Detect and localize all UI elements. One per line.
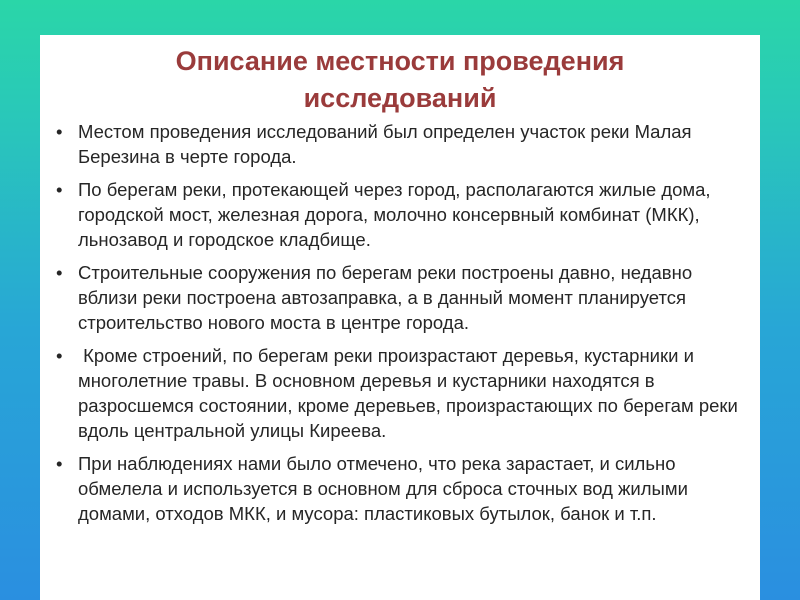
- slide-card: [40, 35, 760, 600]
- bullet-dot-icon: •: [56, 262, 63, 283]
- bullet-list: [54, 119, 744, 534]
- bullet-text: Строительные сооружения по берегам реки построены давно, недавно вблизи реки построена автозаправка, а в данный момент планируется строительство нового моста в центре города.: [78, 262, 698, 333]
- bullet-dot-icon: •: [56, 453, 63, 474]
- bullet-text: Местом проведения исследований был определен участок реки Малая Березина в черте города.: [78, 121, 697, 167]
- slide-title-line-2: исследований: [303, 83, 497, 113]
- slide-title: [40, 35, 760, 117]
- bullet-item: [54, 119, 744, 169]
- bullet-item: [54, 260, 744, 335]
- bullet-item: [54, 177, 744, 252]
- bullet-item: [54, 343, 744, 443]
- slide-title-line-1: Описание местности проведения: [175, 46, 625, 76]
- bullet-item: [54, 451, 744, 526]
- bullet-text: При наблюдениях нами было отмечено, что река зарастает, и сильно обмелела и используется в основном для сброса сточных вод жилыми домами, отходов МКК, и мусора: пластиковых бутылок, банок и т.п.: [78, 453, 694, 524]
- bullet-dot-icon: •: [56, 179, 63, 200]
- bullet-text: Кроме строений, по берегам реки произрастают деревья, кустарники и многолетние травы. В основном деревья и кустарники находятся в разросшемся состоянии, кроме деревьев, произрастающих по берегам реки вдоль центральной улицы Киреева.: [78, 345, 743, 441]
- bullet-dot-icon: •: [56, 121, 63, 142]
- bullet-dot-icon: •: [56, 345, 63, 366]
- bullet-text: По берегам реки, протекающей через город, располагаются жилые дома, городской мост, железная дорога, молочно консервный комбинат (МКК), льнозавод и городское кладбище.: [78, 179, 716, 250]
